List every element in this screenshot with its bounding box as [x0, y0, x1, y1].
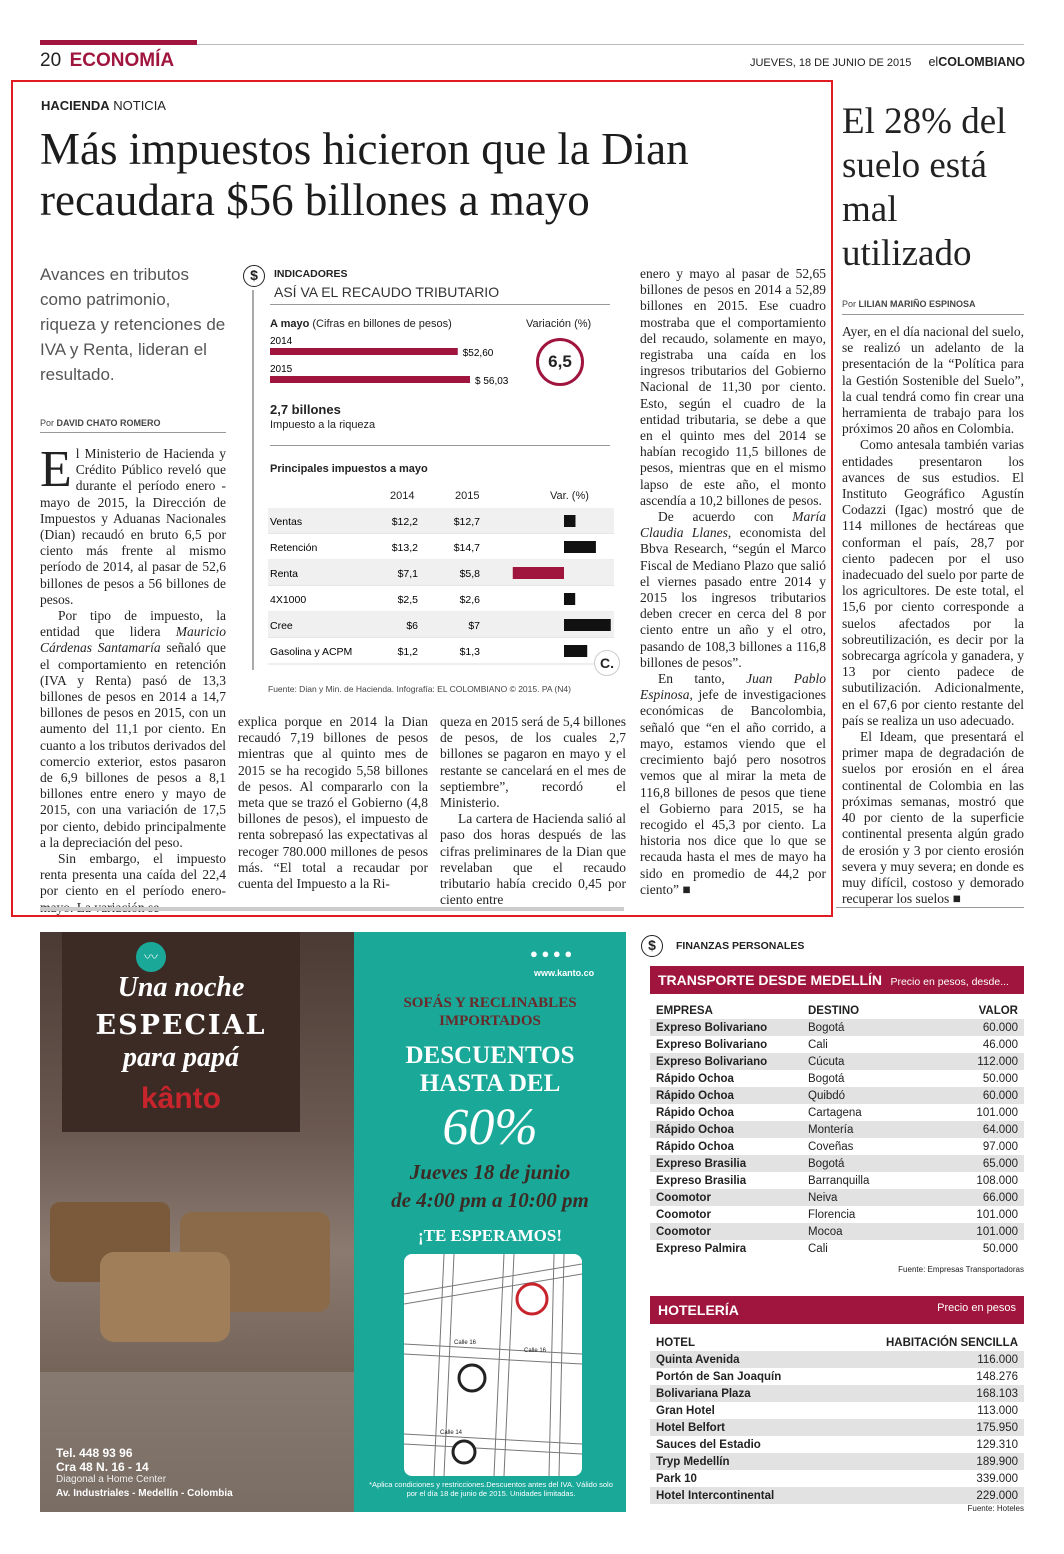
wealth-tax-label: Impuesto a la riqueza [270, 419, 376, 431]
side-article-headline: El 28% del suelo está mal utilizado [842, 101, 1007, 274]
table-cell: Bogotá [808, 1072, 845, 1085]
col-header-2014: 2014 [390, 490, 415, 502]
taxes-table-title: Principales impuestos a mayo [270, 463, 428, 475]
tax-2014-value: $2,5 [397, 594, 418, 606]
table-cell: 129.310 [976, 1438, 1018, 1451]
ad-time-line: de 4:00 pm a 10:00 pm [391, 1188, 589, 1212]
side-article-byline: Por LILIAN MARIÑO ESPINOSA [842, 299, 976, 309]
tax-name: Cree [270, 620, 293, 632]
bar-value-label: $ 56,03 [475, 376, 509, 387]
transport-source: Fuente: Empresas Transportadoras [898, 1265, 1024, 1274]
transport-header: TRANSPORTE DESDE MEDELLÍN Precio en pesos, desde... [650, 966, 1024, 994]
table-cell: Bolivariana Plaza [656, 1387, 751, 1400]
ad-city: Av. Industriales - Medellín - Colombia [56, 1488, 233, 1499]
table-row [650, 1121, 1024, 1138]
table-cell: Cali [808, 1242, 828, 1255]
table-cell: Barranquilla [808, 1174, 870, 1187]
table-row [650, 1385, 1024, 1402]
table-cell: Expreso Brasilia [656, 1157, 747, 1170]
table-cell: 66.000 [982, 1191, 1018, 1204]
side-byline-rule [842, 314, 1024, 315]
ad-headline-1: SOFÁS Y RECLINABLES IMPORTADOS [403, 995, 577, 1029]
table-row [650, 1087, 1024, 1104]
table-cell: Rápido Ochoa [656, 1089, 734, 1102]
table-cell: Expreso Palmira [656, 1242, 747, 1255]
page-number: 20 [40, 50, 62, 71]
ad-date-line: Jueves 18 de junio [409, 1160, 571, 1184]
table-cell: Expreso Bolivariano [656, 1055, 768, 1068]
variation-bar [513, 567, 564, 579]
tax-2014-value: $6 [406, 620, 418, 632]
table-cell: Rápido Ochoa [656, 1072, 734, 1085]
table-cell: Rápido Ochoa [656, 1106, 734, 1119]
sofa-illustration [40, 1172, 354, 1332]
tax-name: Ventas [270, 516, 303, 528]
table-row [650, 1470, 1024, 1487]
infographic-title: ASÍ VA EL RECAUDO TRIBUTARIO [274, 284, 500, 300]
table-header-row [650, 1002, 1024, 1019]
variation-bar [564, 619, 611, 631]
table-cell: 50.000 [982, 1072, 1018, 1085]
table-cell: Sauces del Estadio [656, 1438, 761, 1451]
hotel-source: Fuente: Hoteles [967, 1504, 1024, 1513]
table-row-bg [268, 586, 614, 612]
ad-photo [40, 932, 354, 1512]
tax-2015-value: $5,8 [459, 568, 480, 580]
ad-map [404, 1254, 582, 1476]
table-cell: Cúcuta [808, 1055, 845, 1068]
table-row-bg [268, 612, 614, 638]
ad-disclaimer: *Aplica condiciones y restricciones.Descuentos antes del IVA. Válido solo por el día 18 de junio de 2015. Unidades limitadas. [369, 1480, 613, 1498]
table-cell: 65.000 [982, 1157, 1018, 1170]
table-cell: 113.000 [977, 1404, 1018, 1417]
bar-category-label: 2015 [270, 364, 293, 375]
infographic [240, 262, 626, 702]
table-row [650, 1070, 1024, 1087]
bar-value-label: $52,60 [462, 348, 494, 359]
section-name: ECONOMÍA [69, 50, 175, 71]
ad-phone: Tel. 448 93 96 [56, 1446, 133, 1460]
table-cell: Tryp Medellín [656, 1455, 730, 1468]
table-cell: Quinta Avenida [656, 1353, 740, 1366]
may-label: A mayo (Cifras en billones de pesos) [270, 318, 452, 330]
table-cell: Portón de San Joaquín [656, 1370, 782, 1383]
col-header-var: Var. (%) [550, 490, 589, 502]
ad-address-note: Diagonal a Home Center [56, 1474, 167, 1485]
ad-brand-logo: kânto [140, 1082, 221, 1115]
bar [270, 376, 470, 383]
page-header [40, 50, 1025, 76]
drop-cap: E [40, 441, 72, 498]
table-header-cell: VALOR [978, 1004, 1018, 1017]
section-divider [40, 907, 624, 911]
infographic-label: INDICADORES [274, 268, 348, 280]
table-row [650, 1172, 1024, 1189]
table-cell: Hotel Belfort [656, 1421, 725, 1434]
side-article-body: Ayer, en el día nacional del suelo, se realizó un adelanto de la presentación de la “Política para la Gestión Sostenible del Suelo”, la cual tendrá como fin crear una herramienta de trabajo para los próximos 20 años en Colombia. Como antesala también varias entidades presentaron los avances de sus estudios. El Instituto Geográfico Agustín Codazzi (Igac) mostró que de 114 millones de hectáreas que conforman el país, 28,7 por ciento padecen por el uso inadecuado del suelo por parte de los agricultores. De este total, el 15,6 por ciento corresponde a suelos afectados por la sobreutilización, es decir por la sobrecarga agrícola y ganadera, y 13 por ciento padece de subutilización. Adicionalmente, en el 67,6 por ciento restante del país se realiza un uso adecuado. El Ideam, que presentará el primer mapa de degradación de suelos por erosión en el área continental de Colombia en las próximas semanas, mostró que 40 por ciento de la superficie continental presenta algún grado de erosión y 3 por ciento erosión severa y muy severa; en donde es muy difícil, costoso y demorado recuperar los suelos ■ [842, 324, 1024, 907]
tax-2014-value: $7,1 [397, 568, 418, 580]
table-row [650, 1402, 1024, 1419]
taxes-table [268, 508, 614, 668]
map-street-label: Calle 14 [440, 1430, 463, 1436]
table-cell: 101.000 [976, 1106, 1018, 1119]
table-row [650, 1036, 1024, 1053]
table-cell: Coveñas [808, 1140, 854, 1153]
infographic-source: Fuente: Dian y Min. de Hacienda. Infografía: EL COLOMBIANO © 2015. PA (N4) [268, 684, 571, 694]
tax-2015-value: $1,3 [459, 646, 480, 658]
variation-badge: 6,5 [536, 338, 584, 386]
article-column-3: queza en 2015 será de 5,4 billones de pesos, de los cuales 2,7 billones se pagaron en mayo y el restante se cancelará en el mes de septiembre”, recordó el Ministerio. La cartera de Hacienda salió al paso dos horas después de las cifras preliminares de la Dian que revelaban que el recaudo tributario había crecido 0,45 por ciento entre [440, 714, 626, 908]
table-cell: Florencia [808, 1208, 856, 1221]
table-row [650, 1138, 1024, 1155]
table-cell: 168.103 [976, 1387, 1018, 1400]
table-row [650, 1453, 1024, 1470]
tax-name: Renta [270, 568, 299, 580]
hotel-header: HOTELERÍA Precio en pesos [650, 1296, 1024, 1324]
table-cell: Montería [808, 1123, 854, 1136]
finance-dollar-icon: $ [641, 935, 663, 957]
ad-cta: ¡TE ESPERAMOS! [417, 1226, 563, 1245]
table-cell: 108.000 [976, 1174, 1018, 1187]
table-cell: Park 10 [656, 1472, 697, 1485]
section-color-bar [40, 40, 197, 45]
table-cell: 112.000 [977, 1055, 1018, 1068]
map-street-label: Calle 16 [524, 1348, 547, 1354]
variation-bar [564, 593, 575, 605]
transport-table [650, 1002, 1024, 1257]
table-cell: Neiva [808, 1191, 838, 1204]
ad-address: Cra 48 N. 16 - 14 [56, 1460, 149, 1474]
table-cell: 46.000 [982, 1038, 1018, 1051]
table-cell: 50.000 [982, 1242, 1018, 1255]
table-row [650, 1368, 1024, 1385]
header-date: JUEVES, 18 DE JUNIO DE 2015 [749, 57, 912, 69]
table-cell: 148.276 [976, 1370, 1018, 1383]
ad-line-3: para papá [123, 1042, 239, 1073]
table-cell: Bogotá [808, 1021, 845, 1034]
table-row [650, 1240, 1024, 1257]
table-cell: Coomotor [656, 1191, 711, 1204]
finance-label: FINANZAS PERSONALES [676, 940, 805, 952]
social-icons[interactable]: ● ● ● ● [530, 946, 573, 961]
table-header-cell: EMPRESA [656, 1004, 713, 1017]
tax-name: 4X1000 [270, 594, 307, 606]
tax-2014-value: $1,2 [397, 646, 418, 658]
table-cell: Cartagena [808, 1106, 862, 1119]
ad-line-1: Una noche [117, 972, 245, 1003]
street-map [404, 1254, 582, 1476]
tax-2015-value: $12,7 [453, 516, 480, 528]
bar-category-label: 2014 [270, 336, 293, 347]
table-cell: Rápido Ochoa [656, 1123, 734, 1136]
table-row-bg [268, 508, 614, 534]
table-cell: 101.000 [976, 1208, 1018, 1221]
tax-2015-value: $2,6 [459, 594, 480, 606]
table-row [650, 1053, 1024, 1070]
article-column-1: El Ministerio de Hacienda y Crédito Público reveló que durante el período enero - mayo de 2015, la Dirección de Impuestos y Aduanas Nacionales (Dian) recaudó en bruto 6,5 por ciento más frente al mismo período de 2014, al pasar de 52,6 billones de pesos a 56 billones de pesos. Por tipo de impuesto, la entidad que lidera Mauricio Cárdenas Santamaría señaló que el comportamiento en retención (IVA y Renta) pasó de 13,3 billones de pesos en 2014 a 14,7 billones de pesos en 2015, con un aumento del 11,1 por ciento. En cuanto a los tributos derivados del comercio exterior, estos pasaron de 6,9 billones de pesos a 8,1 billones entre enero y mayo de 2015, con una variación de 17,5 por ciento, debido principalmente a la depreciación del peso. Sin embargo, el impuesto renta presenta una caída del 22,4 por ciento en el período enero- [40, 441, 227, 899]
wealth-tax-value: 2,7 billones [270, 402, 341, 417]
tax-2014-value: $13,2 [391, 542, 418, 554]
table-cell: 60.000 [982, 1089, 1018, 1102]
table-cell: 189.900 [976, 1455, 1018, 1468]
table-cell: 339.000 [976, 1472, 1018, 1485]
table-row-bg [268, 534, 614, 560]
table-cell: Rápido Ochoa [656, 1140, 734, 1153]
table-row [650, 1419, 1024, 1436]
table-cell: Quibdó [808, 1089, 846, 1102]
table-cell: Cali [808, 1038, 828, 1051]
hotel-table [650, 1334, 1024, 1504]
table-row [650, 1487, 1024, 1504]
table-row [650, 1206, 1024, 1223]
table-row [650, 1436, 1024, 1453]
table-row [650, 1155, 1024, 1172]
table-row [650, 1019, 1024, 1036]
infographic-title-rule [270, 304, 610, 305]
tax-name: Retención [270, 542, 318, 554]
variation-bar [564, 515, 575, 527]
table-cell: Coomotor [656, 1208, 711, 1221]
table-cell: 116.000 [977, 1353, 1018, 1366]
ad-line-2: ESPECIAL [95, 1010, 267, 1041]
table-row [650, 1351, 1024, 1368]
table-row [650, 1223, 1024, 1240]
may-bar-chart [270, 332, 530, 388]
table-header-cell: HABITACIÓN SENCILLA [885, 1336, 1018, 1349]
ad-headline-2: DESCUENTOS HASTA DEL [405, 1042, 575, 1097]
variation-bar [564, 645, 587, 657]
article-column-2: explica porque en 2014 la Dian recaudó 7,19 billones de pesos mientras que al quinto mes de 2015 se ha recogido 5,58 billones de pesos. Al compararlo con la meta que se trazó el Gobierno (4,8 billones de pesos), el impuesto de renta sobrepasó las expectativas al recoger 780.000 millones de pesos más. “El total a recaudar por cuenta del Impuesto a la Ri- [238, 714, 428, 892]
table-cell: Bogotá [808, 1157, 845, 1170]
article-headline: Más impuestos hicieron que la Dian recaudara $56 billones a mayo [40, 124, 689, 225]
tax-2014-value: $12,2 [391, 516, 418, 528]
article-byline: Por DAVID CHATO ROMERO [40, 418, 161, 428]
infographic-logo: C. [594, 650, 620, 676]
table-row [650, 1189, 1024, 1206]
table-cell: Coomotor [656, 1225, 711, 1238]
tax-2015-value: $14,7 [453, 542, 480, 554]
article-summary: Avances en tributos como patrimonio, riqueza y retenciones de IVA y Renta, lideran el resultado. [40, 265, 226, 384]
table-cell: 101.000 [976, 1225, 1018, 1238]
table-row [650, 1104, 1024, 1121]
bar [270, 348, 458, 355]
article-kicker: HACIENDA NOTICIA [41, 98, 166, 113]
mustache-icon: 〰 [136, 942, 166, 972]
table-cell: 64.000 [982, 1123, 1018, 1136]
header-rule [197, 44, 1024, 45]
table-header-cell: DESTINO [808, 1004, 860, 1017]
ad-percent: 60% [442, 1099, 538, 1156]
table-header-cell: HOTEL [656, 1336, 695, 1349]
table-cell: Mocoa [808, 1225, 843, 1238]
ad-website[interactable]: www.kanto.co [534, 968, 595, 978]
map-street-label: Calle 16 [454, 1340, 477, 1346]
table-cell: 229.000 [976, 1489, 1018, 1502]
kanto-advertisement[interactable] [40, 932, 626, 1512]
table-cell: Expreso Brasilia [656, 1174, 747, 1187]
table-cell: Hotel Intercontinental [656, 1489, 775, 1502]
article-column-4: enero y mayo al pasar de 52,65 billones de pesos en 2014 a 52,89 billones en 2015. Ese cuadro mostraba que el comportamiento del recaudo, solamente en mayo, registraba una caída en los ingresos tributarios del Gobierno Nacional de 11,30 por ciento. Esto, según el cuadro de la entidad tributaria, se debe a que en el quinto mes del 2014 se habían recogido 11,5 billones de pesos, mientras que en el mismo lapso de este año, el monto ascendía a 10,2 billones de pesos. De acuerdo con María Claudia Llanes, economista del Bbva Research, “según el Marco Fiscal de Mediano Plazo que salió el viernes pasado entre 2014 y 2015 los ingresos tributarios deben crecer en cerca del 8 por ciento entre un año y el otro, pasando de 108,3 billones a 116,8 billones de pesos”. En tanto, Juan Pablo Espinosa, jefe de investigaciones económicas de Bancolombia, señaló que “en el año corrido, a mayo, estamos viendo que el crecimiento bajó pero nosotros vemos que al mirar la meta de 116,8 billones de pesos que tiene el Gobierno para 2015, se ha recogido el 45,3 por ciento. La historia nos dice que lo que se recauda hasta el mes de mayo ha sido en promedio de 44,2 por ciento” ■ [640, 266, 826, 897]
table-cell: 97.000 [982, 1140, 1018, 1153]
masthead-logo: elCOLOMBIANO [928, 55, 1025, 69]
variation-bar [564, 541, 596, 553]
table-cell: Expreso Bolivariano [656, 1038, 768, 1051]
dollar-icon: $ [243, 265, 265, 287]
tax-2015-value: $7 [468, 620, 480, 632]
tax-name: Gasolina y ACPM [270, 646, 353, 658]
col-header-2015: 2015 [455, 490, 480, 502]
byline-rule [40, 432, 226, 433]
section-rule [270, 445, 610, 446]
table-cell: 175.950 [976, 1421, 1018, 1434]
table-cell: 60.000 [982, 1021, 1018, 1034]
table-header-row [650, 1334, 1024, 1351]
section-divider-right [836, 907, 1024, 908]
infographic-divider [252, 290, 254, 670]
variation-label: Variación (%) [526, 318, 592, 330]
table-cell: Expreso Bolivariano [656, 1021, 768, 1034]
table-cell: Gran Hotel [656, 1404, 715, 1417]
ad-teal-panel [354, 932, 626, 1512]
